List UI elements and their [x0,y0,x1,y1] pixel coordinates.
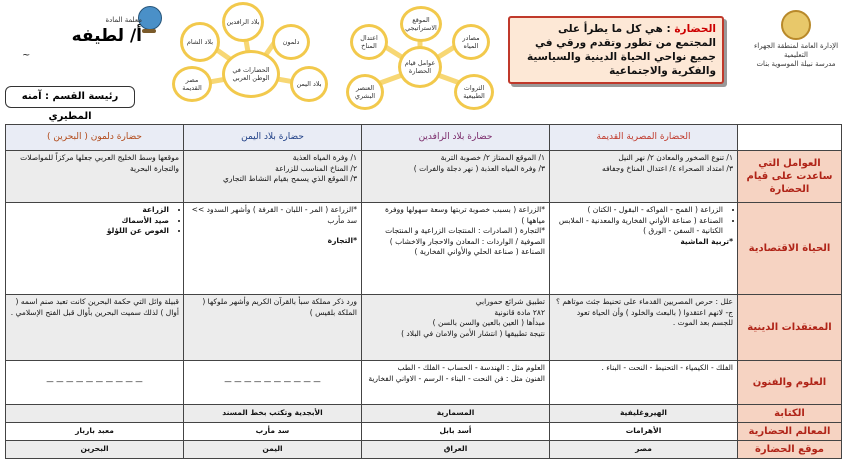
civilizations-hub: الحضارات في الوطن العربي [222,50,280,98]
table-row [6,423,842,441]
list-item: • الصناعة ( صناعة الأواني الفخارية والمعدنية - الملابس الكتانية - السفن - الورق ) [554,216,723,237]
cell-bahrain-economy [6,203,184,295]
definition-box [508,16,724,84]
row-label-landmarks: المعالم الحضارية [738,423,842,441]
cell-bahrain-sciences: — — — — — — — — — — [6,361,184,405]
row-label-location: موقع الحضارة [738,441,842,459]
definition-keyword: الحضارة [674,23,716,35]
emblem-icon [781,10,811,40]
definition-text: : هي كل ما يطرأ على المجتمع من تطور وتقدم ورقي في جميع نواحي الحياة الدينية والسياسية والفكرية والاجتماعية [527,23,716,77]
row-label-sciences: العلوم والفنون [738,361,842,405]
school-logo [750,10,842,69]
cell-meso-economy [362,203,550,295]
cell-egypt-writing: الهيروغليفية [550,405,738,423]
factors-hub: عوامل قيام الحضارة [398,46,442,88]
factors-diagram [340,4,500,122]
cell-meso-location: العراق [362,441,550,459]
list-item: الصناعة ( صناعة الحلي والأواني الفخارية ) [414,247,545,256]
list-item: *التجارة [327,236,357,245]
diagram-petal: مصر القديمة [172,66,212,102]
cell-yemen-landmarks: سد مأرب [184,423,362,441]
cell-meso-beliefs: تطبيق شرائع حمورابي ٢٨٢ مادة قانونية مبدأها ( العين بالعين والسن بالسن ) نتيجة تطبيقها ( انتشار الأمن والامان في البلاد ) [362,295,550,361]
cell-yemen-beliefs: ورد ذكر مملكة سبأ بالقرآن الكريم وأشهر ملوكها ( الملكة بلقيس ) [184,295,362,361]
diagram-petal: بلاد الرافدين [222,2,264,42]
header-egypt: الحضارة المصرية القديمة [550,125,738,151]
cell-yemen-writing: الأبجدية وتكتب بخط المسند [184,405,362,423]
row-label-factors: العوامل التي ساعدت على قيام الحضارة [738,151,842,203]
cell-meso-landmarks: أسد بابل [362,423,550,441]
diagram-petal: العنصر البشري [346,74,384,110]
row-label-beliefs: المعتقدات الدينية [738,295,842,361]
cell-egypt-location: مصر [550,441,738,459]
teacher-block [22,16,142,61]
diagram-petal: دلمون [272,24,310,60]
cell-bahrain-writing [6,405,184,423]
teacher-signature: ~ [22,50,31,61]
cell-meso-sciences: العلوم مثل : الهندسة - الحساب - الفلك - الطب الفنون مثل : فن النحت - البناء - الرسم - الاواني الفخارية [362,361,550,405]
school-name: مدرسة نبيلة الموسوية بنات [756,60,836,68]
teacher-name: أ/ لطيفه [71,26,142,46]
diagram-petal: الثروات الطبيعية [454,74,494,110]
list-item: • الزراعة [10,205,169,216]
cell-egypt-sciences: الفلك - الكيمياء - التحنيط - النحت - البناء . [550,361,738,405]
header-bahrain: حضارة دلمون ( البحرين ) [6,125,184,151]
cell-bahrain-location: البحرين [6,441,184,459]
cell-yemen-sciences: — — — — — — — — — — [184,361,362,405]
directorate-name: الإدارة العامة لمنطقة الجهراء التعليمية [753,42,839,59]
cell-bahrain-factors: موقعها وسط الخليج العربي جعلها مركزاً للمواصلات والتجارة البحرية [6,151,184,203]
table-row [6,361,842,405]
header-yemen: حضارة بلاد اليمن [184,125,362,151]
cell-meso-writing: المسمارية [362,405,550,423]
cell-yemen-factors: ١/ وفرة المياه العذبة ٢/ المناخ المناسب للزراعة ٣/ الموقع الذي يسمح بقيام النشاط التجاري [184,151,362,203]
row-label-writing: الكتابة [738,405,842,423]
diagram-petal: بلاد اليمن [290,66,328,102]
row-label-economy: الحياة الاقتصادية [738,203,842,295]
list-item: • صيد الأسماك [10,216,169,227]
cell-egypt-factors: ١/ تنوع الصخور والمعادن ٢/ نهر النيل ٣/ امتداد الصحراء ٤/ اعتدال المناخ وجفافه [550,151,738,203]
list-item: • الزراعة ( القمح - الفواكه - البقول - الكتان ) [554,205,723,216]
head-of-department: رئيسة القسم : آمنه المطيري [5,86,135,108]
cell-bahrain-beliefs: قبيلة وائل التي حكمة البحرين كانت تعبد صنم اسمه ( أوال ) لذلك سميت البحرين بأوال قبل الفتح الإسلامي . [6,295,184,361]
corner-cell [738,125,842,151]
civilizations-table [5,124,842,459]
table-row [6,203,842,295]
diagram-petal: اعتدال المناخ [350,24,388,60]
list-item: *الزراعة ( بسبب خصوبة تربتها وسعة سهولها ووفرة مياهها ) [384,205,545,225]
table-row [6,295,842,361]
list-item: *التجارة ( الصادرات : المنتجات الزراعية و المنتجات الصوفية / الواردات : المعادن والاحجار والاخشاب ) [385,226,545,246]
table-row [6,151,842,203]
cell-egypt-economy [550,203,738,295]
table-header-row [6,125,842,151]
diagram-petal: بلاد الشام [180,22,220,62]
cell-yemen-economy [184,203,362,295]
cell-yemen-location: اليمن [184,441,362,459]
teacher-label: معلمة المادة [105,16,142,24]
cell-egypt-landmarks: الأهرامات [550,423,738,441]
cell-meso-factors: ١/ الموقع الممتاز ٢/ خصوبة التربة ٣/ وفرة المياه العذبة ( نهر دجلة والفرات ) [362,151,550,203]
cell-bahrain-landmarks: معبد باربار [6,423,184,441]
table-row [6,405,842,423]
list-item: *الزراعة ( المر - اللبان - القرفة ) وأشهر السدود >> سد مأرب [191,205,357,225]
diagram-petal: الموقع الاستراتيجي [400,6,442,42]
table-row [6,441,842,459]
list-item: • الغوص عن اللؤلؤ [10,226,169,237]
civilizations-diagram [172,2,332,122]
list-item: *تربية الماشية [680,236,733,246]
cell-egypt-beliefs: علل : حرص المصريين القدماء على تحنيط جثث موتاهم ؟ ج- لانهم اعتقدوا ( بالبعث والخلود ) وأن الحياة تعود للجسم بعد الموت . [550,295,738,361]
header-mesopotamia: حضارة بلاد الرافدين [362,125,550,151]
diagram-petal: مصادر المياه [452,24,490,60]
